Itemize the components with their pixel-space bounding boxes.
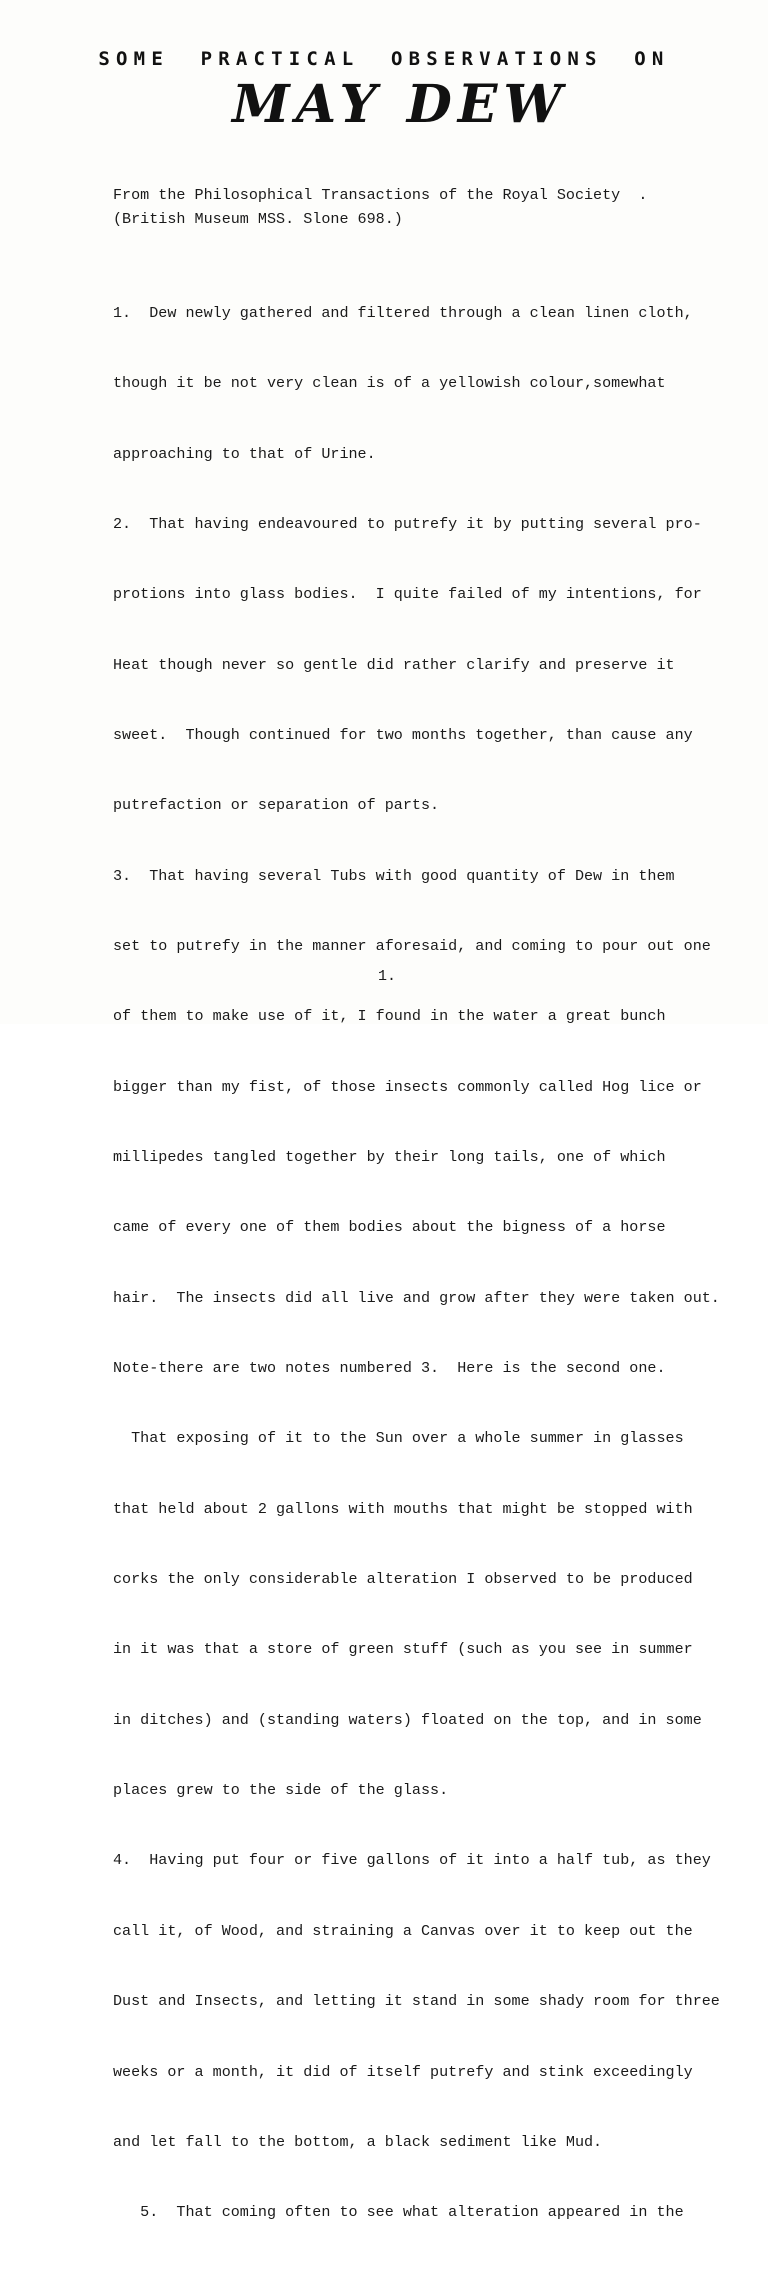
body-line: though it be not very clean is of a yellowish colour,somewhat bbox=[113, 374, 666, 393]
body-line: hair. The insects did all live and grow after they were taken out. bbox=[113, 1288, 720, 1307]
body-line: 2. That having endeavoured to putrefy it by putting several pro- bbox=[113, 514, 702, 533]
body-line: of them to make use of it, I found in the water a great bunch bbox=[113, 1007, 666, 1026]
document-title: SOME PRACTICAL OBSERVATIONS ON bbox=[98, 48, 670, 70]
body-line: Dust and Insects, and letting it stand in some shady room for three bbox=[113, 1992, 720, 2011]
body-text bbox=[113, 255, 720, 2272]
body-line: call it, of Wood, and straining a Canvas over it to keep out the bbox=[113, 1921, 693, 1940]
body-line: in it was that a store of green stuff (such as you see in summer bbox=[113, 1640, 693, 1659]
source-line-1: From the Philosophical Transactions of the Royal Society . bbox=[113, 186, 648, 204]
source-citation bbox=[113, 183, 647, 231]
body-line: places grew to the side of the glass. bbox=[113, 1781, 449, 1800]
body-line: and let fall to the bottom, a black sediment like Mud. bbox=[113, 2132, 603, 2151]
body-line: 3. That having several Tubs with good quantity of Dew in them bbox=[113, 866, 675, 885]
body-line: millipedes tangled together by their long tails, one of which bbox=[113, 1148, 666, 1167]
body-line: approaching to that of Urine. bbox=[113, 444, 376, 463]
body-line: 1. Dew newly gathered and filtered through a clean linen cloth, bbox=[113, 303, 693, 322]
source-line-2: (British Museum MSS. Slone 698.) bbox=[113, 210, 403, 228]
body-line: Heat though never so gentle did rather clarify and preserve it bbox=[113, 655, 675, 674]
body-line: 4. Having put four or five gallons of it into a half tub, as they bbox=[113, 1851, 711, 1870]
decorative-subtitle: MAY DEW bbox=[232, 74, 568, 135]
body-line: weeks or a month, it did of itself putrefy and stink exceedingly bbox=[113, 2062, 693, 2081]
body-line: Note-there are two notes numbered 3. Here is the second one. bbox=[113, 1359, 666, 1378]
body-line: bigger than my fist, of those insects commonly called Hog lice or bbox=[113, 1077, 702, 1096]
body-line: that held about 2 gallons with mouths that might be stopped with bbox=[113, 1499, 693, 1518]
body-line: putrefaction or separation of parts. bbox=[113, 796, 440, 815]
page-number: 1. bbox=[378, 968, 397, 985]
body-line: That exposing of it to the Sun over a whole summer in glasses bbox=[113, 1429, 684, 1448]
body-line: set to putrefy in the manner aforesaid, and coming to pour out one bbox=[113, 937, 711, 955]
body-line: 5. That coming often to see what alteration appeared in the bbox=[113, 2203, 684, 2222]
body-line: sweet. Though continued for two months together, than cause any bbox=[113, 725, 693, 744]
body-line: corks the only considerable alteration I observed to be produced bbox=[113, 1570, 693, 1589]
body-line: protions into glass bodies. I quite failed of my intentions, for bbox=[113, 585, 702, 604]
body-line: in ditches) and (standing waters) floated on the top, and in some bbox=[113, 1710, 702, 1729]
body-line: came of every one of them bodies about the bigness of a horse bbox=[113, 1218, 666, 1237]
